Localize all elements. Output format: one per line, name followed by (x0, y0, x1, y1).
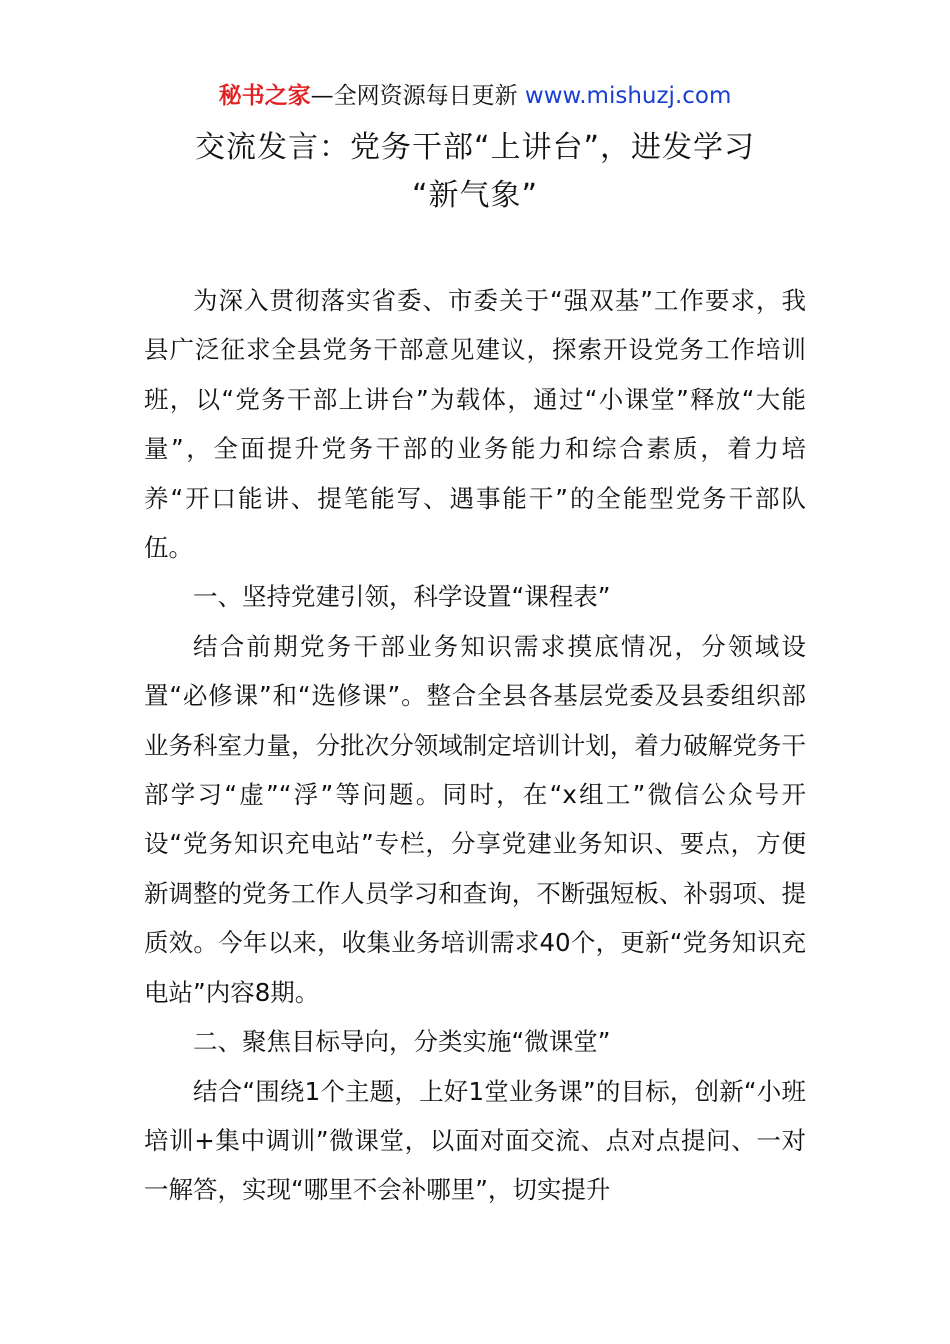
site-header (0, 80, 950, 112)
document-title-line-1: 交流发言：党务干部“上讲台”，进发学习 (194, 130, 756, 165)
brand-name: 秘书之家 (218, 83, 311, 109)
section-2-paragraph: 结合“围绕1个主题，上好1堂业务课”的目标，创新“小班培训+集中调训”微课堂，以面对面交流、点对点提问、一对一解答，实现“哪里不会补哪里”，切实提升 (144, 1076, 806, 1205)
document-title-line-2: “新气象” (411, 178, 539, 213)
document-body (144, 276, 806, 1215)
section-1-paragraph: 结合前期党务干部业务知识需求摸底情况，分领域设置“必修课”和“选修课”。整合全县各基层党委及县委组织部业务科室力量，分批次分领域制定培训计划，着力破解党务干部学习“虚”“浮”等问题。同时，在“x组工”微信公众号开设“党务知识充电站”专栏，分享党建业务知识、要点，方便新调整的党务工作人员学习和查询，不断强短板、补弱项、提质效。今年以来，收集业务培训需求40个，更新“党务知识充电站”内容8期。 (144, 631, 806, 1007)
section-heading-1: 一、坚持党建引领，科学设置“课程表” (193, 582, 611, 612)
header-tagline: —全网资源每日更新 (310, 83, 518, 109)
intro-paragraph: 为深入贯彻落实省委、市委关于“强双基”工作要求，我县广泛征求全县党务干部意见建议，探索开设党务工作培训班，以“党务干部上讲台”为载体，通过“小课堂”释放“大能量”，全面提升党务干部的业务能力和综合素质，着力培养“开口能讲、提笔能写、遇事能干”的全能型党务干部队伍。 (144, 286, 806, 563)
section-heading-2: 二、聚焦目标导向，分类实施“微课堂” (193, 1027, 611, 1057)
site-url-link[interactable]: www.mishuzj.com (524, 83, 732, 109)
